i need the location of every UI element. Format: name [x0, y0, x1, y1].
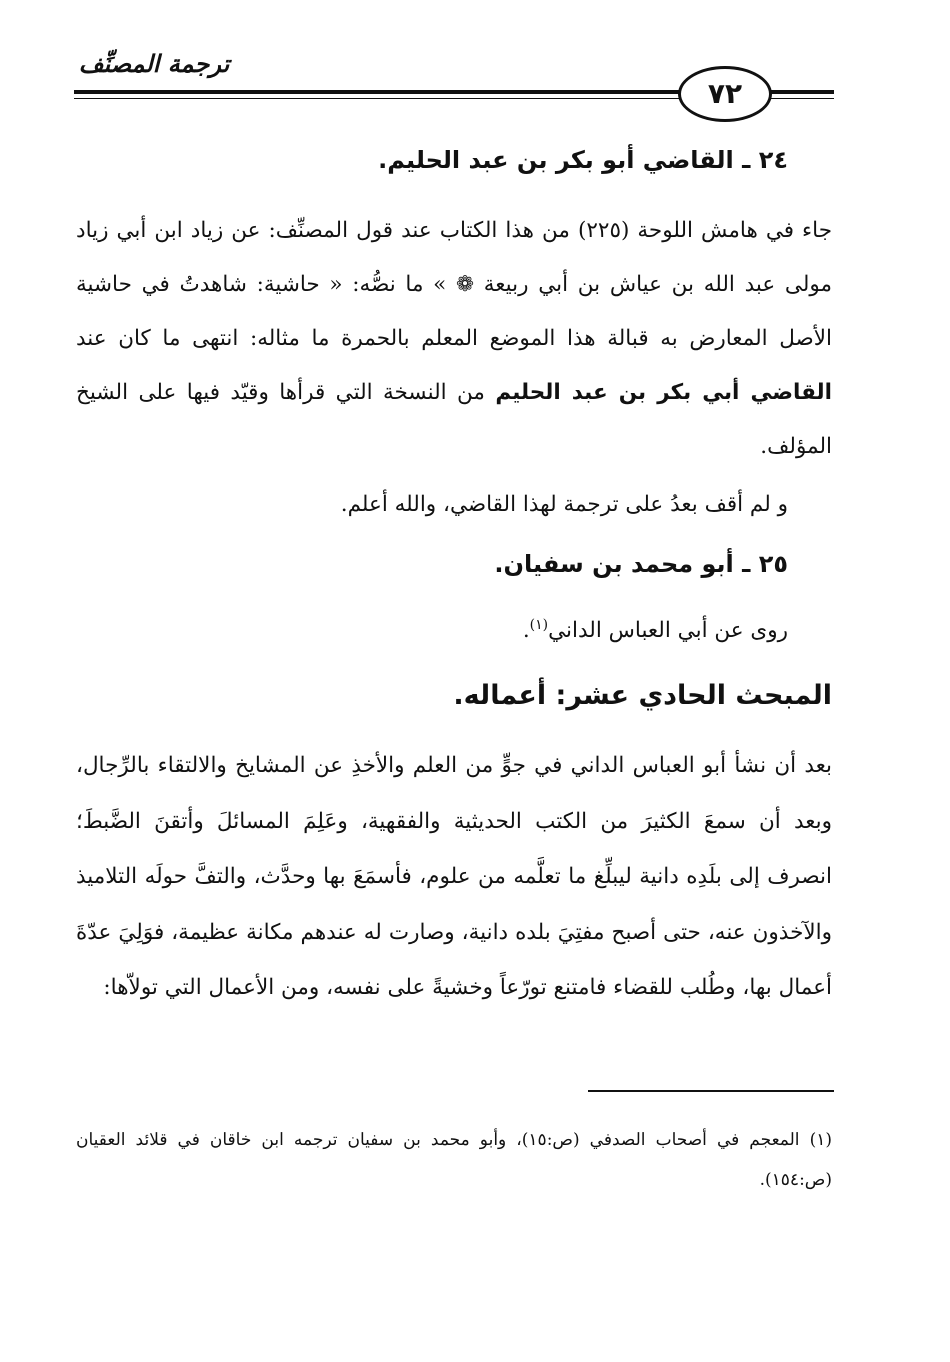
entry-24-text: جاء في هامش اللوحة (٢٢٥) من هذا الكتاب عند قول المصنِّف: عن زياد ابن أبي زياد مولى عبد الله بن عياش بن أبي ربيعة ❁ » ما نصُّه: « حاشية: شاهدتُ في حاشية الأصل المعارض به قبالة هذا الموضع المعلم بالحمرة ما مثاله: انتهى ما كان عند: [76, 218, 832, 351]
entry-24-text-end: من النسخة التي قرأها وقيّد فيها على الشيخ المؤلف.: [76, 380, 832, 459]
entry-24-heading: ٢٤ ـ القاضي أبو بكر بن عبد الحليم.: [378, 146, 788, 174]
page-number: ٧٢: [678, 66, 772, 122]
section-paragraph: بعد أن نشأ أبو العباس الداني في جوٍّ من العلم والأخذِ عن المشايخ والالتقاء بالرِّجال، وبعد أن سمعَ الكثيرَ من الكتب الحديثية والفقهية، وعَلِمَ المسائلَ وأتقنَ الضَّبطَ؛ انصرف إلى بلَدِه دانية ليبلِّغ ما تعلَّمه من علوم، فأسمَعَ بها وحدَّث، والتفَّ حولَه التلاميذ والآخذون عنه، حتى أصبح مفتِيَ بلده دانية، وصارت له عندهم مكانة عظيمة، فوَلِيَ عدّةَ أعمال بها، وطُلب للقضاء فامتنع تورّعاً وخشيةً على نفسه، ومن الأعمال التي تولاّها:: [76, 753, 832, 1000]
entry-25-text: [76, 604, 788, 652]
running-title: ترجمة المصنِّف: [78, 50, 230, 78]
entry-24-note: و لم أقف بعدُ على ترجمة لهذا القاضي، والله أعلم.: [340, 492, 788, 517]
footnote-ref: (١): [529, 617, 549, 633]
footnote: (١) المعجم في أصحاب الصدفي (ص:١٥)، وأبو محمد بن سفيان ترجمه ابن خاقان في قلائد العقيان (ص:١٥٤).: [76, 1130, 832, 1190]
section-heading: المبحث الحادي عشر: أعماله.: [453, 680, 832, 711]
entry-25-body: روى عن أبي العباس الداني: [548, 618, 788, 644]
entry-24-paragraph: [76, 204, 832, 474]
entry-25-heading: ٢٥ ـ أبو محمد بن سفيان.: [494, 550, 788, 578]
footnote-rule: [588, 1090, 834, 1092]
entry-24-bold-name: القاضي أبي بكر بن عبد الحليم: [495, 380, 832, 405]
entry-25-period: .: [522, 618, 530, 644]
